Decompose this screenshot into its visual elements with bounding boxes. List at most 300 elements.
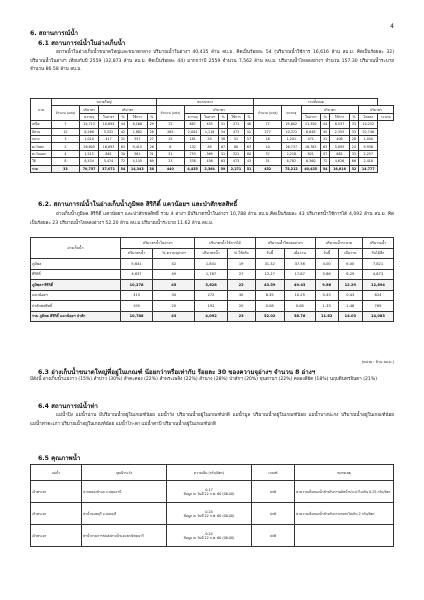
table-cell: 20 <box>227 301 255 312</box>
table-cell: 765 <box>362 301 393 312</box>
table-cell: 58 <box>218 135 227 142</box>
table-cell: 8 <box>156 143 184 150</box>
section-6-4-paragraph: แม่น้ำปิง แม่น้ำน่าน มีปริมาณน้ำอยู่ในเกณฑ์น้อย แม่น้ำวัง ปริมาณน้ำอยู่ในเกณฑ์ปกติ แม่น้ำมูล ปริมาณน้ำอยู่ในเกณฑ์น้อย แม่น้ำบางปะกง ปริมาณน้ำอยู่ในเกณฑ์น้อย แม่น้ำท่าตะเภา ปริมาณน้ำอยู่ในเกณฑ์น้อย แม่น้ำโก-ลก แม่น้ำตาปี ปริมาณน้ำอยู่ในเกณฑ์ปกติ <box>30 413 394 427</box>
table-cell: 54 <box>320 165 329 172</box>
table-cell: 9.936 <box>359 143 378 150</box>
table-cell: 4,455 <box>184 165 201 172</box>
table-cell: 2,004 <box>184 128 201 135</box>
group-header: ขนาดใหญ่ <box>51 99 156 106</box>
table-cell: 43.59 <box>255 280 284 291</box>
table-cell: 0.08 <box>284 301 315 312</box>
col-header: % <box>244 113 253 120</box>
section-6-3-title: 6.3 อ่างเก็บน้ำขนาดใหญ่ที่อยู่ในเกณฑ์ น้อยกว่าหรือเท่ากับ ร้อยละ 30 ของความจุอ่างฯ จำนวน 8 อ่างฯ <box>38 369 316 376</box>
table-cell: 44 <box>320 121 329 128</box>
table-cell: 16,693 <box>99 143 118 150</box>
table-row <box>31 525 394 547</box>
table-cell: 3 <box>51 135 79 142</box>
table-cell: 46 <box>244 121 253 128</box>
salinity-value: 0.17 <box>205 487 213 492</box>
table-cell: 31 <box>254 158 282 165</box>
table-cell: 40,435 <box>301 165 320 172</box>
col-header: ความจุ <box>282 106 301 121</box>
table-cell: 8 <box>51 158 79 165</box>
table-cell: 42 <box>118 128 127 135</box>
table-cell: 4 <box>51 150 79 157</box>
table-cell: แควน้อยฯ <box>31 290 121 301</box>
table-cell: 17.87 <box>284 269 315 280</box>
table-cell: 1,882 <box>128 128 147 135</box>
table-cell: 2,364 <box>201 165 218 172</box>
river-cell: เจ้าพระยา <box>31 525 82 547</box>
table-cell: ภูมิพล <box>31 259 121 270</box>
table-cell: 8,537 <box>330 121 349 128</box>
table-cell: 26,605 <box>79 143 98 150</box>
col-header: ปริมาตร <box>99 106 157 113</box>
table-cell: ตะวันตก <box>31 143 52 150</box>
salinity-cell <box>167 525 252 547</box>
section-6-2-paragraph: อ่างเก็บน้ำภูมิพล สิริกิติ์ แควน้อยฯ และป่าสักชลสิทธิ์ รวม 4 อ่างฯ มีปริมาตรน้ำในอ่างฯ 10,788 ล้าน ลบ.ม.คิดเป็นร้อยละ 43 ปริมาตรน้ำใช้การได้ 4,092 ล้าน ลบ.ม. คิดเป็นร้อยละ 23 ปริมาณน้ำไหลลงอ่างฯ 52.20 ล้าน ลบ.ม.ปริมาณน้ำระบาย 11.62 ล้าน ลบ.ม. <box>30 212 394 226</box>
table-cell: 80 <box>244 150 253 157</box>
col-header: อ่างเก็บน้ำ <box>31 238 121 259</box>
table-cell: เหนือ <box>31 121 52 128</box>
table-cell: 75,212 <box>282 165 301 172</box>
col-header: ระบาย <box>378 113 394 120</box>
table-cell: 132 <box>184 143 201 150</box>
table-cell: 192 <box>195 301 227 312</box>
salinity-cell <box>167 503 252 525</box>
table-cell: 51 <box>218 121 227 128</box>
table-cell: 440 <box>156 165 184 172</box>
col-header: ปริมาณน้ำไหลลงอ่างฯ <box>255 238 315 249</box>
table-cell: 455 <box>201 121 218 128</box>
table-cell: 52.02 <box>255 311 284 322</box>
col-header: หมายเหตุ <box>295 465 394 481</box>
table-cell: ภูมิพล+สิริกิติ์ <box>31 280 121 291</box>
table-cell: รวม <box>31 165 52 172</box>
river-cell: เจ้าพระยา <box>31 481 82 503</box>
remark-cell: ค่าความเค็มของน้ำสำหรับการเกษตรไม่เกิน 2 กรัม/ลิตร <box>295 503 394 525</box>
table-cell: 31 <box>118 135 127 142</box>
table-cell: 4,092 <box>195 311 227 322</box>
col-header: ภาค <box>31 99 52 121</box>
table-cell: 25,602 <box>282 121 301 128</box>
table-cell: 28 <box>349 135 358 142</box>
sub-header: ปริมาตรน้ำ <box>120 248 152 259</box>
table-cell: 49 <box>153 269 195 280</box>
table-cell: 7,821 <box>362 259 393 270</box>
col-header: จำนวน (แห่ง) <box>51 106 79 121</box>
table-cell: 1,010 <box>79 135 98 142</box>
table-cell: 66 <box>349 158 358 165</box>
sub-header: ปริมาตรน้ำ <box>195 248 227 259</box>
table-cell: 30 <box>118 150 127 157</box>
table-cell: 89 <box>201 143 218 150</box>
col-header: ปริมาณน้ำ <box>362 238 393 249</box>
salinity-date: ข้อมูล ณ วันที่ 22 ก.พ. 60 (08.00) <box>183 513 235 518</box>
table-cell: 11,350 <box>301 121 320 128</box>
table-cell: 33 <box>51 165 79 172</box>
criteria-cell: ปกติ <box>252 481 295 503</box>
salinity-value: 0.24 <box>205 509 213 514</box>
col-header: เกณฑ์ <box>252 465 295 481</box>
col-header: ใช้การ <box>128 113 147 120</box>
table-cell: 2,271 <box>228 165 245 172</box>
main-reservoirs-table <box>30 237 394 322</box>
table-cell: 0.43 <box>315 290 338 301</box>
table-total-row <box>31 165 394 172</box>
table-row <box>31 158 394 165</box>
table-cell: 561 <box>128 150 147 157</box>
table-cell: 6,648 <box>301 128 320 135</box>
table-cell: 6.00 <box>338 259 362 270</box>
col-header: ในอ่างฯ <box>301 113 320 120</box>
table-cell: 18 <box>254 135 282 142</box>
col-header: % <box>147 113 156 120</box>
table-cell: 70,757 <box>79 165 98 172</box>
table-cell: 195 <box>120 301 152 312</box>
table-cell: ใต้ <box>31 158 52 165</box>
table-cell: 24,713 <box>79 121 98 128</box>
table-cell: 29 <box>147 121 156 128</box>
table-cell: 12.27 <box>255 269 284 280</box>
table-cell: 80 <box>228 143 245 150</box>
table-row <box>31 121 394 128</box>
table-cell: 28 <box>147 128 156 135</box>
table-cell: 12,694 <box>362 280 393 291</box>
table-cell: 471 <box>301 135 320 142</box>
col-header: % <box>218 113 227 120</box>
table-cell: 51 <box>244 165 253 172</box>
col-header: ความจุ <box>79 113 98 120</box>
section-6-5-title: 6.5 คุณภาพน้ำ <box>38 455 81 462</box>
table-cell: 77 <box>254 121 282 128</box>
table-cell: 2.418 <box>359 158 378 165</box>
table-cell: 54 <box>118 165 127 172</box>
table-cell: 33 <box>349 128 358 135</box>
table-cell: 51 <box>228 135 245 142</box>
table-cell: 9,415 <box>128 143 147 150</box>
col-header: ความเค็ม (กรัม/ลิตร) <box>167 465 252 481</box>
table-cell: 34 <box>153 290 195 301</box>
table-cell: 2,355 <box>330 128 349 135</box>
table-cell: 181 <box>184 135 201 142</box>
col-header: % <box>320 113 329 120</box>
table-row <box>31 280 394 291</box>
col-header: ปริมาณน้ำระบาย <box>315 238 362 249</box>
group-header: รวมทั้งหมด <box>254 99 378 106</box>
section-6-2-title: 6.2. สถานการณ์น้ำในอ่างเก็บน้ำภูมิพล สิริกิติ์ แควน้อยฯ และป่าสักชลสิทธิ์ <box>38 201 238 208</box>
table-cell: 31.32 <box>255 259 284 270</box>
table-cell: 38 <box>147 165 156 172</box>
table-cell: 58.76 <box>284 311 315 322</box>
table-cell: สิริกิติ์ <box>31 269 121 280</box>
table-cell: ป่าสักชลสิทธิ์ <box>31 301 121 312</box>
water-quality-table <box>30 464 394 547</box>
station-cell: ท่าน้ำนนทบุรี จ.นนทบุรี <box>82 503 167 525</box>
table-cell: 473 <box>228 158 245 165</box>
table-cell: 37 <box>254 150 282 157</box>
table-cell: 20 <box>153 301 195 312</box>
table-cell: 2 <box>51 143 79 150</box>
reservoir-summary-table <box>30 98 394 173</box>
table-cell: 14,343 <box>128 165 147 172</box>
table-cell: 72 <box>118 158 127 165</box>
col-header: ไหลลง <box>359 113 378 120</box>
table-cell: 0.08 <box>255 301 284 312</box>
table-cell: 5,474 <box>99 158 118 165</box>
col-header: ในอ่างฯ <box>201 113 218 120</box>
table-cell: 32 <box>349 165 358 172</box>
table-cell: 52.746 <box>359 128 378 135</box>
table-cell: 37 <box>320 150 329 157</box>
table-cell: 624 <box>362 290 393 301</box>
table-cell: 42 <box>153 259 195 270</box>
remark-cell <box>295 525 394 547</box>
table-cell: 321 <box>228 150 245 157</box>
table-cell: 19 <box>227 259 255 270</box>
table-cell: 272 <box>195 290 227 301</box>
page-number: 4 <box>390 23 394 30</box>
table-cell: 5,532 <box>99 128 118 135</box>
col-header: จำนวน (แห่ง) <box>254 106 282 121</box>
col-header: ใช้การ <box>228 113 245 120</box>
salinity-cell <box>167 481 252 503</box>
remark-cell: ค่าความเค็มของน้ำสำหรับการผลิตน้ำประปาไม่เกิน 0.25 กรัม/ลิตร <box>295 481 394 503</box>
table-cell: 2.257 <box>359 150 378 157</box>
table-cell: 10.25 <box>284 290 315 301</box>
criteria-cell: ปกติ <box>252 503 295 525</box>
table-cell: 16,616 <box>330 165 349 172</box>
col-header: ปริมาตร <box>301 106 359 113</box>
table-cell: 10 <box>254 143 282 150</box>
col-header: ในอ่างฯ <box>99 113 118 120</box>
table-cell: 9.86 <box>315 280 338 291</box>
table-cell: 33 <box>349 121 358 128</box>
table-total-row <box>31 311 394 322</box>
table-cell: 12 <box>51 128 79 135</box>
table-cell: 63 <box>244 143 253 150</box>
river-cell: เจ้าพระยา <box>31 503 82 525</box>
table-cell: 10,372 <box>282 128 301 135</box>
table-cell: 23 <box>227 311 255 322</box>
table-cell: 45 <box>320 128 329 135</box>
table-cell: 10,788 <box>120 311 152 322</box>
table-cell: 33 <box>349 150 358 157</box>
table-cell: 45 <box>153 280 195 291</box>
table-cell: 10,278 <box>120 280 152 291</box>
col-header: จำนวน (แห่ง) <box>156 106 184 121</box>
table-cell: 8,268 <box>79 128 98 135</box>
table-cell: 26 <box>147 143 156 150</box>
table-cell: 8.35 <box>255 290 284 301</box>
table-cell: รวม ภูมิพล สิริกิติ์ แควน้อยฯ ป่าสัก <box>31 311 121 322</box>
table-cell: 15 <box>156 135 184 142</box>
table-row <box>31 128 394 135</box>
section-6-3-paragraph: มีดังนี้ อ่างเก็บน้ำแม่งาว (15%) ลำปาว (30%) ลำตะคอง (22%) ลำพระเพลิง (22%) ลำนาง (28%) ป่าสักฯ (20%) ขุนด่านฯ (22%) คลองสียัด (18%) นฤบดินทรจินดา (21%) <box>30 377 377 382</box>
table-cell: 27 <box>227 269 255 280</box>
section-6-4-title: 6.4 สถานการณ์น้ำท่า <box>38 403 98 410</box>
table-cell: 5.86 <box>315 269 338 280</box>
col-header: % <box>349 113 358 120</box>
sub-header: วันนี้ <box>315 248 338 259</box>
table-cell: 753 <box>184 150 201 157</box>
table-cell: 27 <box>147 135 156 142</box>
table-cell: 452 <box>254 165 282 172</box>
table-cell: 5,641 <box>120 259 152 270</box>
col-header: ปริมาตร <box>79 106 98 113</box>
table-cell: 1,201 <box>282 135 301 142</box>
table-cell: 37.56 <box>284 259 315 270</box>
table-cell: กลาง <box>31 135 52 142</box>
table-row <box>31 503 394 525</box>
table-cell: 369 <box>201 150 218 157</box>
table-cell: 24 <box>349 143 358 150</box>
table-cell: 69 <box>147 158 156 165</box>
col-header: ปริมาตรน้ำในอ่างฯ <box>120 238 194 249</box>
table-cell: 67 <box>218 143 227 150</box>
table-row <box>31 290 394 301</box>
col-header: ปริมาตร <box>359 106 394 113</box>
table-cell: 37,071 <box>99 165 118 172</box>
table-cell: 417 <box>99 135 118 142</box>
sub-header: % ความจุอ่างฯ <box>153 248 195 259</box>
table-cell: 12.29 <box>338 280 362 291</box>
section-6-1-paragraph: สภาพน้ำในอ่างเก็บน้ำขนาดใหญ่และขนาดกลาง ปริมาณน้ำในอ่างฯ 40,435 ล้าน ลบ.ม. คิดเป็นร้อยละ 54 (ปริมาณน้ำใช้การ 16,616 ล้าน ลบ.ม. คิดเป็นร้อยละ 32) ปริมาณน้ำในอ่างฯ เทียบกับปี 2559 (32,873 ล้าน ลบ.ม. คิดเป็นร้อยละ 44) มากกว่าปี 2559 จำนวน 7,562 ล้าน ลบ.ม. ปริมาณน้ำไหลลงอ่างฯ จำนวน 157.30 ปริมาณน้ำระบาย จำนวน 86.58 ล้าน ลบ.ม. <box>30 50 394 73</box>
table-cell: 63 <box>218 158 227 165</box>
sub-header: % ใช้จริง <box>227 248 255 259</box>
table-cell: 357 <box>128 135 147 142</box>
table-cell: 265 <box>156 128 184 135</box>
table-cell: 59 <box>218 165 227 172</box>
group-header: ขนาดกลาง <box>156 99 253 106</box>
table-cell: 30 <box>227 290 255 301</box>
sub-header: เมื่อวาน <box>338 248 362 259</box>
table-cell: 1.050 <box>359 135 378 142</box>
table-cell: 4,637 <box>120 269 152 280</box>
table-cell: 1,787 <box>195 269 227 280</box>
table-cell: 49.43 <box>284 280 315 291</box>
table-cell: 7 <box>51 121 79 128</box>
table-cell: 10,895 <box>99 121 118 128</box>
table-cell: 57 <box>244 135 253 142</box>
table-cell: 51 <box>218 150 227 157</box>
table-cell: 1,515 <box>79 150 98 157</box>
table-row <box>31 301 394 312</box>
criteria-cell: ปกติ <box>252 525 295 547</box>
col-header: ปริมาตรน้ำใช้การได้ <box>195 238 255 249</box>
table-cell: 23 <box>156 158 184 165</box>
table-cell: 8,434 <box>79 158 98 165</box>
table-cell: 44 <box>118 121 127 128</box>
section-6-1-title: 6.1 สถานการณ์น้ำในอ่างเก็บน้ำ <box>38 40 126 47</box>
table-cell: 1,116 <box>201 128 218 135</box>
station-cell: ท่าน้ำกรมการขนส่งทางน้ำและพาณิชยนาวี <box>82 525 167 547</box>
table-cell: 14.777 <box>359 165 378 172</box>
table-cell: 16,783 <box>301 143 320 150</box>
table-cell: 14.03 <box>338 311 362 322</box>
col-header: % <box>118 113 127 120</box>
table-row <box>31 269 394 280</box>
table-cell: 54 <box>201 135 218 142</box>
table-cell: 861 <box>99 150 118 157</box>
station-cell: ปากคลองสำแล จ.ปทุมธานี <box>82 481 167 503</box>
table-cell: 821 <box>301 150 320 157</box>
table-unit-note: (หน่วย : ล้าน ลบ.ม.) <box>361 360 394 364</box>
table-cell: 63 <box>320 143 329 150</box>
table-cell: 277 <box>254 128 282 135</box>
table-cell: 31 <box>156 150 184 157</box>
table-cell: 338 <box>184 158 201 165</box>
table-cell: 1.48 <box>338 301 362 312</box>
table-cell: 22 <box>227 280 255 291</box>
col-header: ความจุ <box>184 113 201 120</box>
table-cell: 8,782 <box>282 158 301 165</box>
table-cell: 4,626 <box>330 158 349 165</box>
sub-header: เมื่อวาน <box>284 248 315 259</box>
col-header: ปริมาตร <box>184 106 253 113</box>
table-cell: 0.43 <box>338 290 362 301</box>
table-cell: 31 <box>320 135 329 142</box>
table-cell: 2,218 <box>282 150 301 157</box>
table-cell: 5,895 <box>330 143 349 150</box>
section-6-title: 6. สถานการณ์น้ำ <box>30 30 79 37</box>
table-cell: 4,145 <box>128 158 147 165</box>
salinity-date: ข้อมูล ณ วันที่ 22 ก.พ. 60 (08.00) <box>183 535 235 540</box>
table-row <box>31 150 394 157</box>
table-cell: 4.00 <box>315 259 338 270</box>
salinity-value: 0.24 <box>205 531 213 536</box>
table-cell: 6.29 <box>338 269 362 280</box>
table-cell: 72 <box>156 121 184 128</box>
table-cell: 63 <box>118 143 127 150</box>
table-cell: 10.252 <box>359 121 378 128</box>
table-row <box>31 143 394 150</box>
table-cell: 6,360 <box>301 158 320 165</box>
table-cell: 456 <box>201 158 218 165</box>
table-cell: ตะวันออก <box>31 150 52 157</box>
salinity-date: ข้อมูล ณ วันที่ 22 ก.พ. 60 (08.00) <box>183 491 235 496</box>
table-cell: 26,737 <box>282 143 301 150</box>
table-cell: 14,083 <box>362 311 393 322</box>
table-cell: 31 <box>147 150 156 157</box>
table-cell: 54 <box>218 128 227 135</box>
table-cell: 3,628 <box>195 280 227 291</box>
table-cell: 1.33 <box>315 301 338 312</box>
table-cell: 408 <box>330 135 349 142</box>
table-cell: 4,873 <box>362 269 393 280</box>
table-cell: 8,166 <box>128 121 147 128</box>
sub-header: วันนี้ <box>255 248 284 259</box>
table-cell: 11.62 <box>315 311 338 322</box>
col-header: แม่น้ำ <box>31 465 82 481</box>
table-cell: 1,841 <box>195 259 227 270</box>
sub-header: รับได้อีก <box>362 248 393 259</box>
table-row <box>31 135 394 142</box>
table-row <box>31 481 394 503</box>
table-cell: 682 <box>330 150 349 157</box>
table-cell: 43 <box>244 158 253 165</box>
table-row <box>31 259 394 270</box>
table-cell: 887 <box>184 121 201 128</box>
table-cell: 52 <box>244 128 253 135</box>
col-header: จุดเฝ้าระวัง <box>82 465 167 481</box>
table-cell: 43 <box>153 311 195 322</box>
col-header: ใช้การ <box>330 113 349 120</box>
table-cell: อีสาน <box>31 128 52 135</box>
table-cell: 371 <box>228 121 245 128</box>
table-cell: 473 <box>228 128 245 135</box>
table-cell: 315 <box>120 290 152 301</box>
